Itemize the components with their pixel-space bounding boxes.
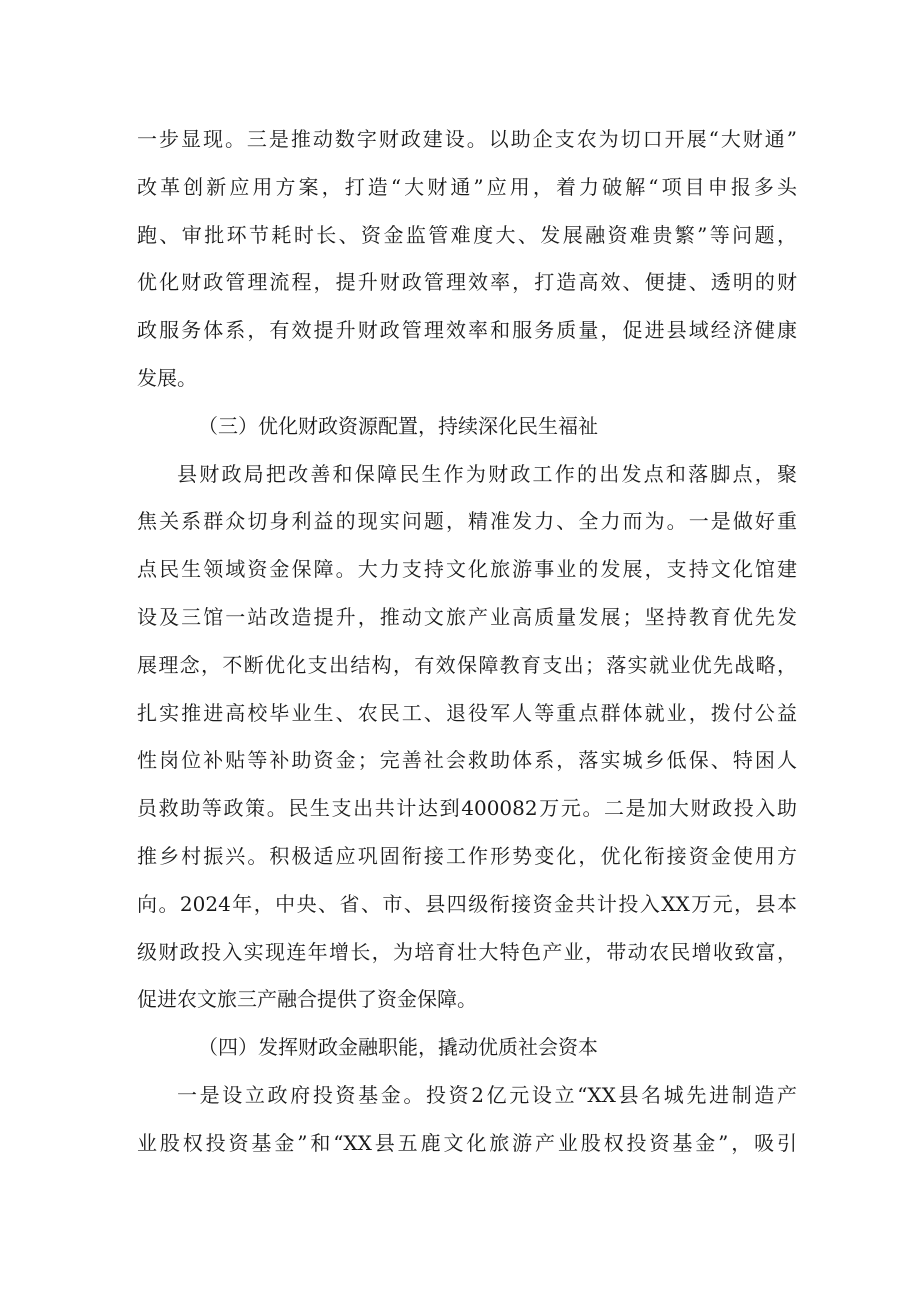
text-line: 业股权投资基金”和“XX县五鹿文化旅游产业股权投资基金”，吸引 xyxy=(137,1130,797,1155)
text-line: 推乡村振兴。积极适应巩固衔接工作形势变化，优化衔接资金使用方 xyxy=(137,843,797,868)
text-line: 点民生领域资金保障。大力支持文化旅游事业的发展，支持文化馆建 xyxy=(137,557,797,582)
text-line: 政服务体系，有效提升财政管理效率和服务质量，促进县域经济健康 xyxy=(137,318,797,343)
text-line: 设及三馆一站改造提升，推动文旅产业高质量发展；坚持教育优先发 xyxy=(137,604,797,629)
text-line: 促进农文旅三产融合提供了资金保障。 xyxy=(137,987,477,1012)
section-heading: （三）优化财政资源配置，持续深化民生福祉 xyxy=(198,413,598,438)
text-line: 改革创新应用方案，打造“大财通”应用，着力破解“项目申报多头 xyxy=(137,174,797,199)
text-line: 性岗位补贴等补助资金；完善社会救助体系，落实城乡低保、特困人 xyxy=(137,748,797,773)
text-line: 展理念，不断优化支出结构，有效保障教育支出；落实就业优先战略， xyxy=(137,652,797,677)
text-line: 发展。 xyxy=(137,365,197,390)
text-line: 扎实推进高校毕业生、农民工、退役军人等重点群体就业，拨付公益 xyxy=(137,700,797,725)
text-line: 优化财政管理流程，提升财政管理效率，打造高效、便捷、透明的财 xyxy=(137,270,797,295)
text-line: 焦关系群众切身利益的现实问题，精准发力、全力而为。一是做好重 xyxy=(137,509,797,534)
section-heading: （四）发挥财政金融职能，撬动优质社会资本 xyxy=(198,1035,598,1060)
text-line: 员救助等政策。民生支出共计达到400082万元。二是加大财政投入助 xyxy=(137,796,797,821)
paragraph-first-line: 一是设立政府投资基金。投资2亿元设立“XX县名城先进制造产 xyxy=(177,1082,797,1107)
paragraph-first-line: 县财政局把改善和保障民生作为财政工作的出发点和落脚点，聚 xyxy=(177,461,797,486)
text-line: 一步显现。三是推动数字财政建设。以助企支农为切口开展“大财通” xyxy=(137,127,797,151)
text-line: 向。2024年，中央、省、市、县四级衔接资金共计投入XX万元，县本 xyxy=(137,891,797,916)
text-line: 跑、审批环节耗时长、资金监管难度大、发展融资难贵繁”等问题， xyxy=(137,222,797,247)
text-line: 级财政投入实现连年增长，为培育壮大特色产业，带动农民增收致富， xyxy=(137,939,797,964)
document-body xyxy=(137,116,797,1168)
